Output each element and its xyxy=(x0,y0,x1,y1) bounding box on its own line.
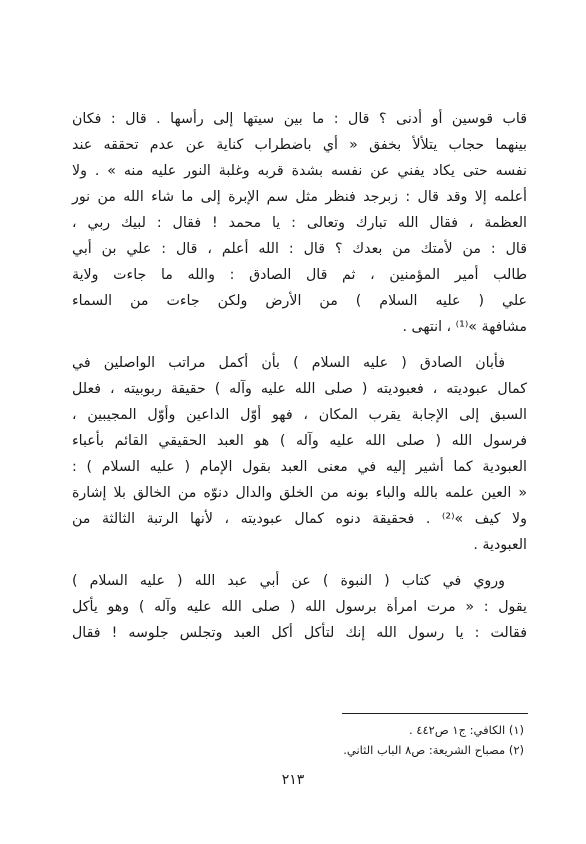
text-line: العظمة ، فقال الله تبارك وتعالى : يا محمد ! فقال : لبيك ربي ، xyxy=(72,215,527,231)
paragraph-3 xyxy=(72,568,527,646)
text-line: قاب قوسين أو أدنى ؟ قال : ما بين سيتها إلى رأسها . قال : فكان xyxy=(72,111,527,127)
text-line: علي ( عليه السلام ) من الأرض ولكن جاءت من السماء xyxy=(72,293,527,309)
text-line: طالب أمير المؤمنين ، ثم قال الصادق : والله ما جاءت ولاية xyxy=(72,267,527,283)
text-line: مشافهة »⁽¹⁾ ، انتهى . xyxy=(402,319,527,335)
text-line: بينهما حجاب يتلألأ بخفق « أي باضطراب كناية عن عدم تحققه عند xyxy=(72,137,527,153)
text-line: السبق إلى الإجابة يقرب المكان ، فهو أوّل الداعين وأوّل المجيبين ، xyxy=(72,407,527,423)
text-line: « العين علمه بالله والباء بونه من الخلق والدال دنوّه من الخالق بلا إشارة xyxy=(72,485,527,501)
text-line: ولا كيف »⁽²⁾ . فحقيقة دنوه كمال عبوديته ، لأنها الرتبة الثالثة من xyxy=(72,511,527,527)
page-body xyxy=(72,106,527,656)
paragraph-1 xyxy=(72,106,527,340)
page-number: ٢١٣ xyxy=(281,772,305,788)
text-line: فقالت : يا رسول الله إنك لتأكل أكل العبد وتجلس جلوسه ! فقال xyxy=(72,625,527,641)
text-line: أعلمه إلا وقد قال : زبرجد فنظر مثل سم الإبرة إلى ما شاء الله من نور xyxy=(72,189,527,205)
footnotes xyxy=(343,720,524,760)
footnote-divider xyxy=(342,713,528,714)
paragraph-2 xyxy=(72,350,527,558)
footnote: (٢) مصباح الشريعة: ص٨ الباب الثاني. xyxy=(343,743,524,757)
footnote: (١) الكافي: ج١ ص٤٤٢ . xyxy=(408,723,524,737)
text-line: قال : من لأمتك من بعدك ؟ قال : الله أعلم ، قال : علي بن أبي xyxy=(72,241,527,257)
text-line: يقول : « مرت امرأة برسول الله ( صلى الله عليه وآله ) وهو يأكل xyxy=(72,599,527,615)
text-line: نفسه حتى يكاد يفني عن نفسه بشدة قربه وغلبة النور عليه منه » . ولا xyxy=(72,163,527,179)
text-line: العبودية . xyxy=(473,537,527,553)
text-line: كمال عبوديته ، فعبوديته ( صلى الله عليه وآله ) حقيقة ربوبيته ، فعلل xyxy=(72,381,527,397)
text-line: فأبان الصادق ( عليه السلام ) بأن أكمل مراتب الواصلين في xyxy=(72,355,505,371)
text-line: فرسول الله ( صلى الله عليه وآله ) هو العبد الحقيقي القائم بأعباء xyxy=(72,433,527,449)
text-line: العبودية كما أشير إليه في معنى العبد بقول الإمام ( عليه السلام ) : xyxy=(72,459,527,475)
text-line: وروي في كتاب ( النبوة ) عن أبي عبد الله ( عليه السلام ) xyxy=(72,573,505,589)
